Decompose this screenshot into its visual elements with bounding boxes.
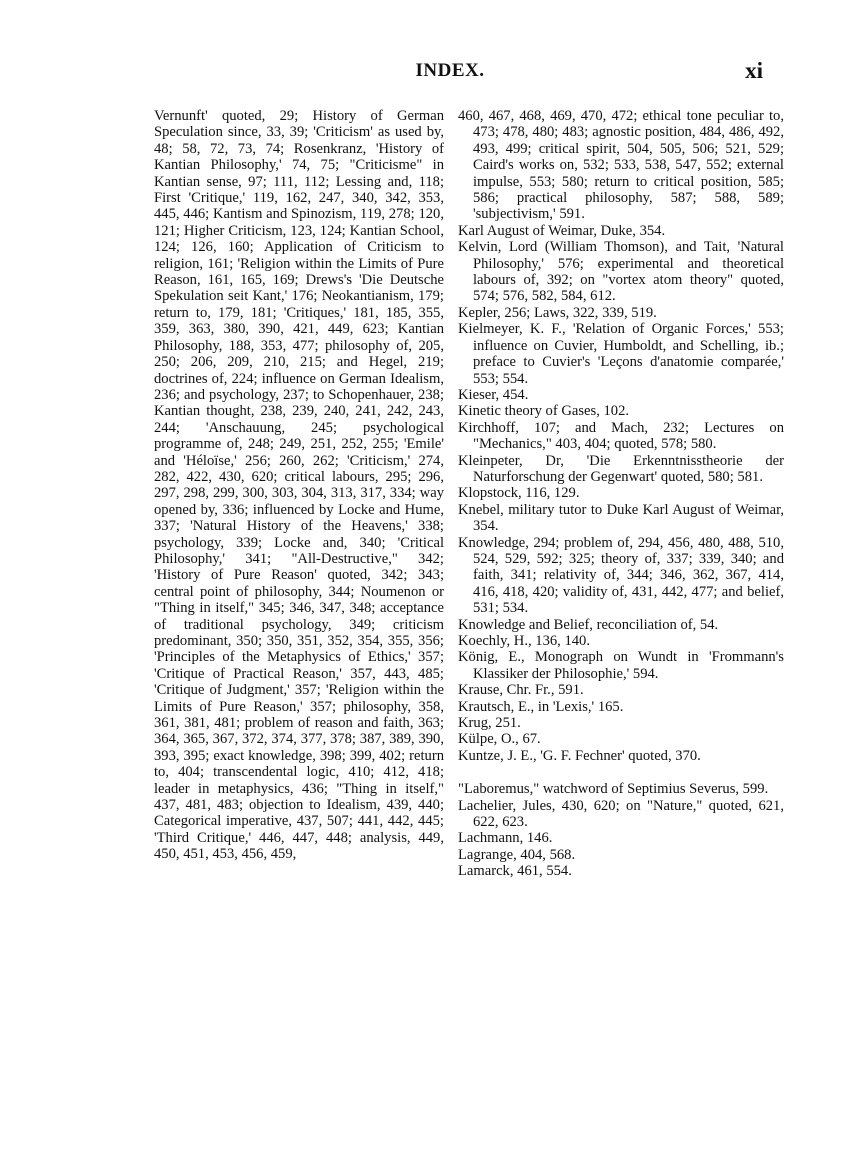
index-entry: Knebel, military tutor to Duke Karl August of Weimar, 354. (458, 501, 784, 535)
index-entry: Kelvin, Lord (William Thomson), and Tait, 'Natural Philosophy,' 576; experimental and theoretical labours of, 392; on "vortex atom theory" quoted, 574; 576, 582, 584, 612. (458, 239, 784, 305)
index-entry: Lachmann, 146. (458, 830, 553, 847)
index-entry: Krautsch, E., in 'Lexis,' 165. (458, 698, 624, 715)
index-entry: Kielmeyer, K. F., 'Relation of Organic Forces,' 553; influence on Cuvier, Humboldt, and Schelling, ib.; preface to Cuvier's 'Leçons d'anatomie comparée,' 553; 554. (458, 321, 784, 387)
index-entry: 460, 467, 468, 469, 470, 472; ethical tone peculiar to, 473; 478, 480; 483; agnostic position, 484, 486, 492, 493, 499; critical spirit, 504, 505, 506; 521, 529; Caird's works on, 532; 533, 538, 547, 552; external impulse, 553; 580; return to critical position, 585; 586; practical philosophy, 587; 588, 589; 'subjectivism,' 591. (458, 108, 784, 223)
running-head (150, 58, 763, 90)
index-entry: Karl August of Weimar, Duke, 354. (458, 222, 666, 239)
index-entry: Kirchhoff, 107; and Mach, 232; Lectures on "Mechanics," 403, 404; quoted, 578; 580. (458, 419, 784, 453)
index-entry: Lagrange, 404, 568. (458, 846, 576, 863)
index-entry: Lamarck, 461, 554. (458, 863, 572, 880)
index-entry: Krug, 251. (458, 715, 521, 732)
index-entry: König, E., Monograph on Wundt in 'Frommann's Klassiker der Philosophie,' 594. (458, 649, 784, 682)
index-entry: Lachelier, Jules, 430, 620; on "Nature," quoted, 621, 622, 623. (458, 797, 784, 831)
index-column-left (154, 108, 444, 863)
index-column-right (458, 108, 784, 880)
page-number: xi (745, 58, 763, 83)
index-entry: Kinetic theory of Gases, 102. (458, 403, 630, 420)
page-title: INDEX. (415, 60, 485, 81)
index-entry: Kepler, 256; Laws, 322, 339, 519. (458, 304, 657, 321)
index-entry: Knowledge, 294; problem of, 294, 456, 480, 488, 510, 524, 529, 592; 325; theory of, 337; 339, 340; and faith, 341; relativity of, 344; 346, 362, 367, 414, 416, 418, 420; validity of, 431, 442, 477; and belief, 531; 534. (458, 534, 784, 617)
index-entry: Vernunft' quoted, 29; History of German Speculation since, 33, 39; 'Criticism' as used by, 48; 58, 72, 73, 74; Rosenkranz, 'History of Kantian Philosophy,' 74, 75; "Criticisme" in Kantian sense, 97; 111, 112; Lessing and, 118; First 'Critique,' 119, 162, 247, 340, 342, 353, 445, 446; Kantism and Spinozism, 119, 278; 120, 121; Higher Criticism, 123, 124; Kantian School, 124; 126, 160; Application of Criticism to religion, 161; 'Religion within the Limits of Pure Reason, 161, 165, 169; Drews's 'Die Deutsche Spekulation seit Kant,' 176; Neokantianism, 179; return to, 179, 181; 'Critiques,' 181, 185, 355, 359, 363, 380, 390, 421, 449, 623; Kantian Philosophy, 188, 353, 477; philosophy of, 205, 250; 206, 209, 210, 215; and Hegel, 219; doctrines of, 224; influence on German Idealism, 236; and psychology, 237; to Schopenhauer, 238; Kantian thought, 238, 239, 240, 241, 242, 243, 244; 'Anschauung, 245; psychological programme of, 248; 249, 251, 252, 255; 'Emile' and 'Héloïse,' 256; 260, 262; 'Criticism,' 274, 282, 422, 430, 620; critical labours, 295; 296, 297, 298, 299, 300, 303, 304, 313, 317, 334; way opened by, 336; influenced by Locke and Hume, 337; 'Natural History of the Heavens,' 338; psychology, 339; Locke and, 340; 'Critical Philosophy,' 341; "All-Destructive," 342; 'History of Pure Reason' quoted, 342; 343; central point of philosophy, 344; Noumenon or "Thing in itself," 345; 346, 347, 348; acceptance of traditional psychology, 349; criticism predominant, 350; 350, 351, 352, 354, 355, 356; 'Principles of the Metaphysics of Ethics,' 357; 'Critique of Practical Reason,' 357, 443, 485; 'Critique of Judgment,' 357; 'Religion within the Limits of Pure Reason,' 357; philosophy, 358, 361, 381, 481; problem of reason and faith, 363; 364, 365, 367, 372, 374, 377, 378; 387, 389, 390, 393, 395; exact knowledge, 398; 399, 402; return to, 404; transcendental logic, 410; 412, 418; leader in metaphysics, 436; "Thing in itself," 437, 481, 483; objection to Idealism, 439, 440; Categorical imperative, 437, 507; 441, 442, 445; 'Third Critique,' 446, 447, 448; analysis, 449, 450, 451, 453, 456, 459, (154, 108, 444, 863)
index-entry: Klopstock, 116, 129. (458, 485, 580, 502)
index-entry: Krause, Chr. Fr., 591. (458, 682, 584, 699)
index-entry: Knowledge and Belief, reconciliation of, 54. (458, 616, 719, 633)
index-entry: Külpe, O., 67. (458, 731, 541, 748)
index-entry: "Laboremus," watchword of Septimius Severus, 599. (458, 781, 769, 798)
index-entry: Koechly, H., 136, 140. (458, 633, 590, 649)
index-entry: Kleinpeter, Dr, 'Die Erkenntnisstheorie der Naturforschung der Gegenwart' quoted, 580; 581. (458, 452, 784, 485)
index-entry: Kuntze, J. E., 'G. F. Fechner' quoted, 370. (458, 747, 701, 764)
index-entry: Kieser, 454. (458, 386, 529, 403)
